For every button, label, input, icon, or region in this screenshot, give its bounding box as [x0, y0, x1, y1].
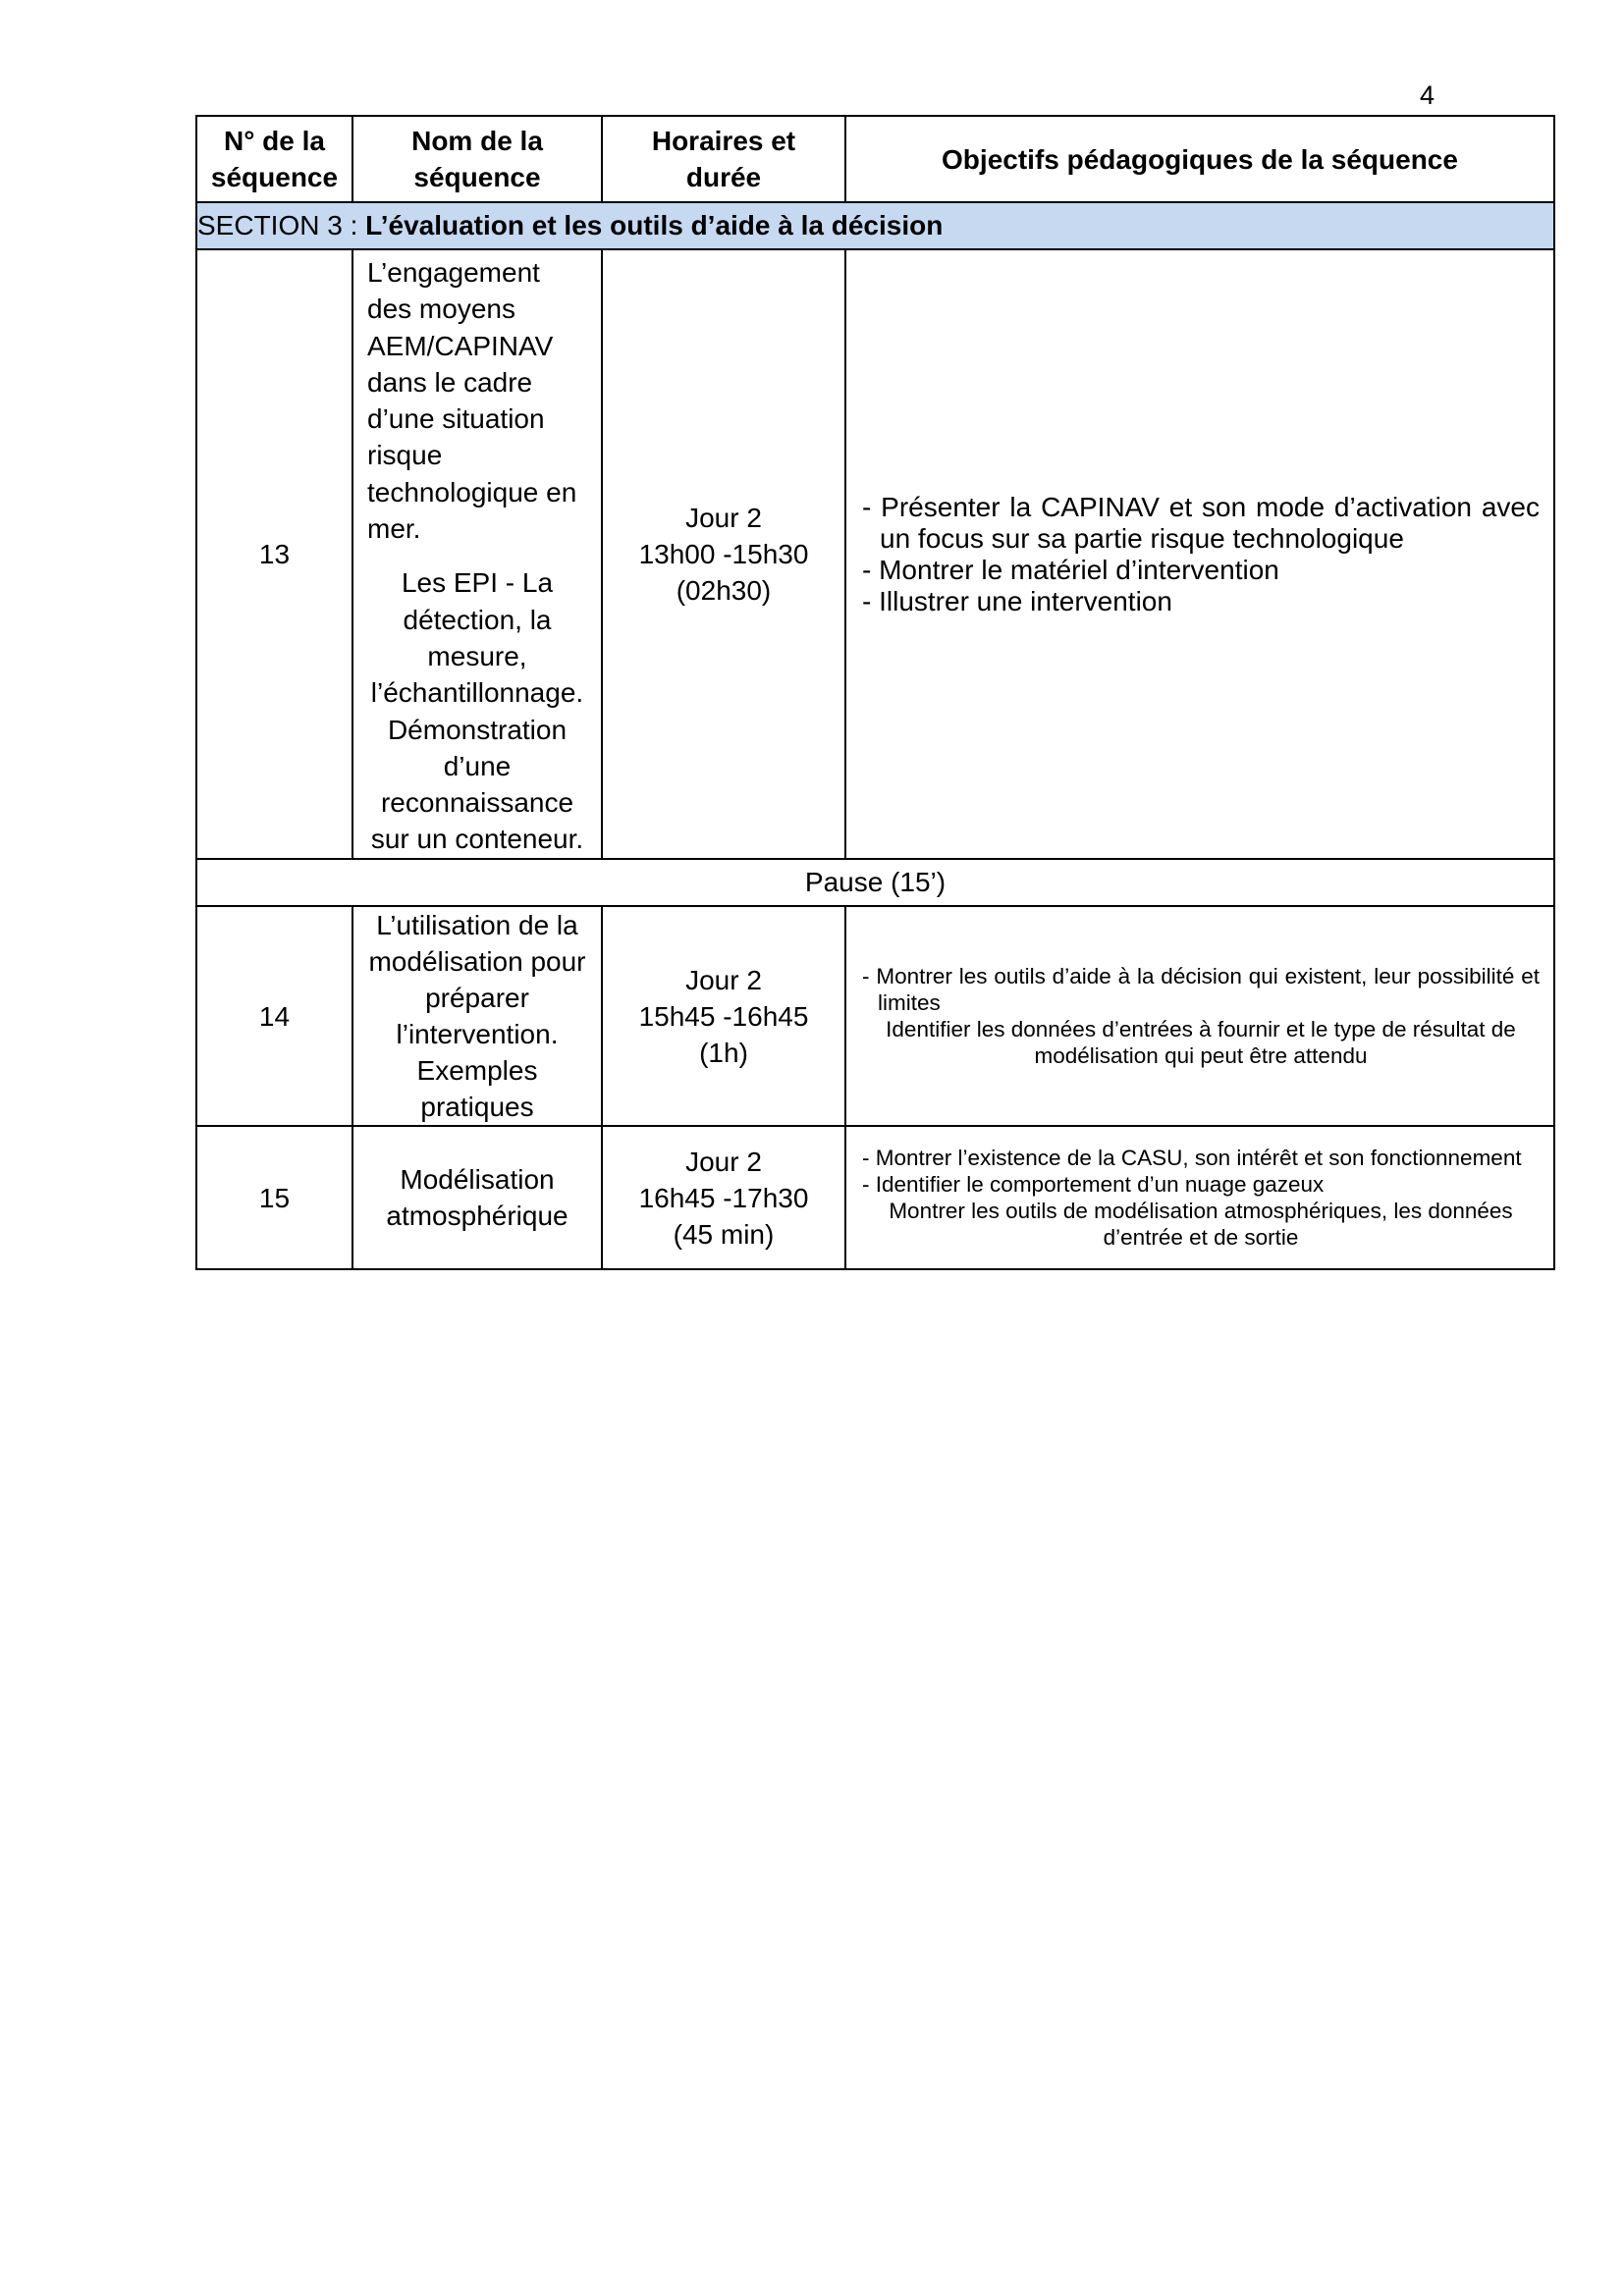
header-row — [196, 116, 1554, 202]
sequence-table — [195, 115, 1555, 1270]
sequence-objectives — [845, 1126, 1554, 1269]
pause-row — [196, 859, 1554, 906]
section-title: SECTION 3 : L’évaluation et les outils d’aide à la décision — [196, 202, 1554, 249]
sequence-number: 14 — [196, 906, 352, 1126]
sequence-time: Jour 2 16h45 -17h30 (45 min) — [602, 1126, 845, 1269]
objective-item: - Montrer le matériel d’intervention — [862, 554, 1279, 585]
objective-item: - Identifier le comportement d’un nuage gazeux — [862, 1172, 1325, 1197]
table-row — [196, 1126, 1554, 1269]
sequence-time: Jour 2 13h00 -15h30 (02h30) — [602, 249, 845, 859]
sequence-objectives — [845, 249, 1554, 859]
sequence-number: 15 — [196, 1126, 352, 1269]
objective-item: Montrer les outils de modélisation atmosphériques, les données d’entrée et de sortie — [889, 1199, 1513, 1250]
table-row — [196, 906, 1554, 1126]
header-name: Nom de la séquence — [352, 116, 602, 202]
sequence-name: Modélisation atmosphérique — [352, 1126, 602, 1269]
page-number: 4 — [1420, 80, 1435, 110]
section-row — [196, 202, 1554, 249]
sequence-time: Jour 2 15h45 -16h45 (1h) — [602, 906, 845, 1126]
objective-item: - Montrer les outils d’aide à la décision qui existent, leur possibilité et limites — [862, 964, 1540, 1015]
sequence-number: 13 — [196, 249, 352, 859]
pause-label: Pause (15’) — [196, 859, 1554, 906]
header-time: Horaires et durée — [602, 116, 845, 202]
objective-item: Identifier les données d’entrées à fournir et le type de résultat de modélisation qui peut être attendu — [886, 1017, 1516, 1068]
objective-item: - Montrer l’existence de la CASU, son intérêt et son fonctionnement — [862, 1146, 1522, 1170]
header-num: N° de la séquence — [196, 116, 352, 202]
objective-item: - Présenter la CAPINAV et son mode d’activation avec un focus sur sa partie risque technologique — [862, 491, 1540, 554]
sequence-objectives — [845, 906, 1554, 1126]
sequence-name: L’engagement des moyens AEM/CAPINAV dans le cadre d’une situation risque technologique en mer. Les EPI - La détection, la mesure, l’échantillonnage. Démonstration d’une reconnaissance sur un conteneur. — [352, 249, 602, 859]
objective-item: - Illustrer une intervention — [862, 585, 1172, 616]
header-objectives: Objectifs pédagogiques de la séquence — [845, 116, 1554, 202]
table-row — [196, 249, 1554, 859]
sequence-name: L’utilisation de la modélisation pour préparer l’intervention. Exemples pratiques — [352, 906, 602, 1126]
